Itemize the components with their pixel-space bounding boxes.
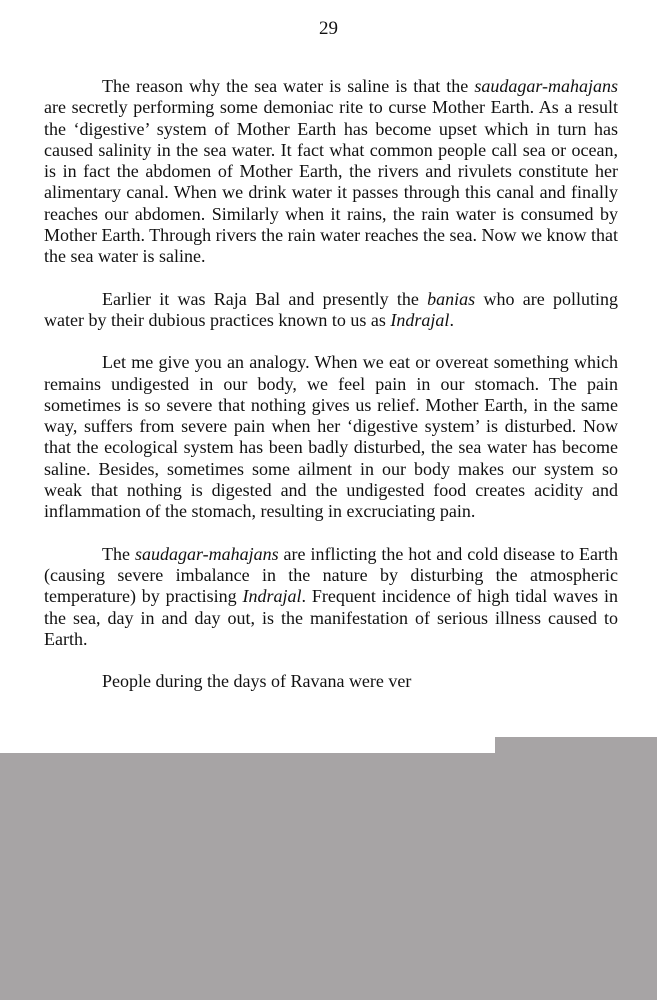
redaction-block-notch [495,737,657,754]
italic-term: Indrajal [390,309,450,330]
italic-term: saudagar-mahajans [134,543,279,564]
body-text [44,76,618,692]
paragraph-2 [44,289,618,332]
text-span: are secretly performing some demoniac rite to curse Mother Earth. As a result the ‘digestive’ system of Mother Earth has become upset which in turn has caused salinity in the sea water. It fact what common people call sea or ocean, is in fact the abdomen of Mother Earth, the rivers and rivulets constitute her alimentary canal. When we drink water it passes through this canal and finally reaches our abdomen. Similarly when it rains, the rain water is consumed by Mother Earth. Through rivers the rain water reaches the sea. Now we know that the sea water is saline. [44,97,618,267]
text-span: are inflicting the hot and cold disease to Earth (causing severe imbalance in the nature by disturbing the atmospheric temperature) by practising [44,543,619,607]
text-span: . Frequent incidence of high tidal waves in the sea, day in and day out, is the manifestation of serious illness caused to Earth. [44,586,618,649]
text-span: The [102,543,135,564]
redaction-block [0,753,657,1000]
text-span: Earlier it was Raja Bal and presently the [102,288,428,309]
text-span: . [449,309,454,330]
paragraph-5-partial [44,671,618,692]
paragraph-3 [44,352,618,522]
text-span: Let me give you an analogy. When we eat or overeat something which remains undigested in our body, we feel pain in our stomach. The pain sometimes is so severe that nothing gives us relief. Mother Earth, in the same way, suffers from severe pain when her ‘digestive system’ is disturbed. Now that the ecological system has been badly disturbed, the sea water has become saline. Besides, sometimes some ailment in our body makes our system so weak that nothing is digested and the undigested food creates acidity and inflammation of the stomach, resulting in excruciating pain. [44,352,618,522]
text-span: The reason why the sea water is saline is that the [102,76,475,96]
text-span: People during the days of Ravana were ver [102,671,412,692]
page-number: 29 [319,18,338,39]
paragraph-1 [44,76,618,268]
paragraph-4 [44,544,618,650]
text-span: who are polluting water by their dubious practices known to us as [44,288,618,330]
italic-term: saudagar-mahajans [474,76,618,96]
italic-term: banias [427,288,476,309]
italic-term: Indrajal [242,586,302,607]
